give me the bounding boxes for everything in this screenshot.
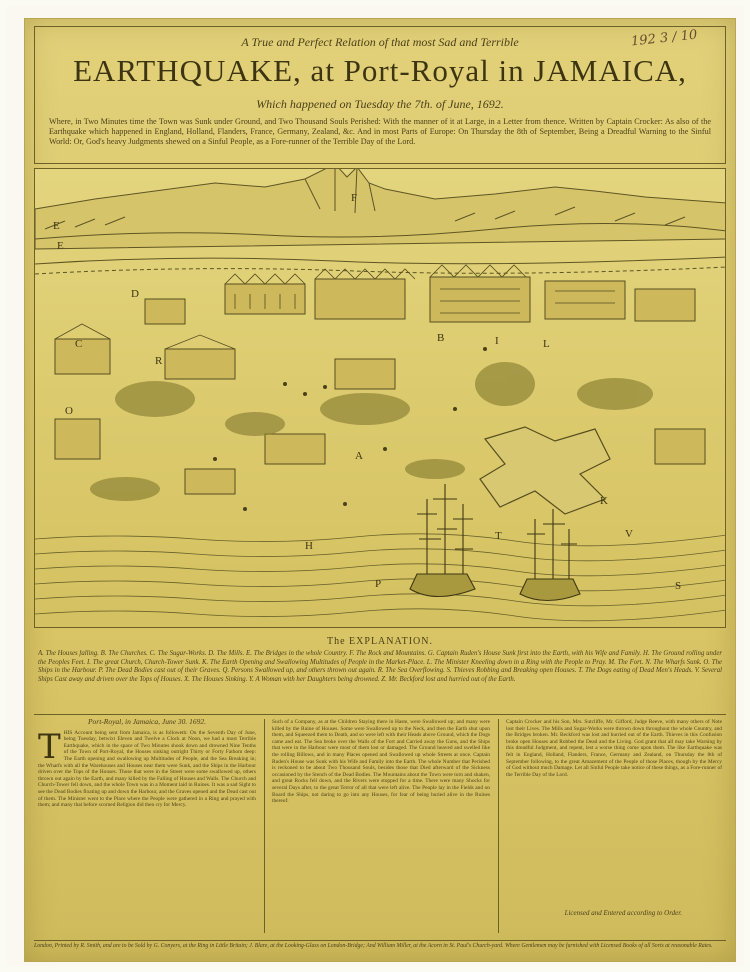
earthquake-scene: [35, 169, 726, 628]
mountain-range: [35, 169, 726, 249]
key-letter-s: S: [675, 580, 682, 592]
column-divider: [264, 719, 265, 933]
key-letter-o: O: [65, 405, 73, 417]
handwritten-note: 192 3 / 10: [629, 27, 698, 50]
key-letter-h: H: [305, 540, 313, 552]
letter-column-3: [506, 719, 722, 933]
column-2-text: Such of a Company, as at the Children Staying there in Haste, were Swallowed up; and many were killed by the Ruine of Houses. Some were Swallowed up to the Neck, and then the Earth shut upon them, and Squeezed them to Death, and so were left with their Heads above Ground, which the Dogs came and eat. The Sea broke over the Walls of the Fort and Carried away the Guns, and the Ships that were in the Harbour were most of them lost or damaged. The Ground heaved and swelled like the rolling Billows, and in many Places opened and Swallowed up whole Streets at once. Captain Ruden's House was Sunk with his Wife and Family into the Earth. The whole Number that Perished is reckoned to be about Two Thousand Souls, besides those that Died afterward of the Sickness occasioned by the Stench of the Dead Bodies. The Mountains about the Town were torn and shaken, and great Rocks fell down, and the Rivers were stopped for a time. There were many Shocks for several Days after, to the great Terror of all that were left alive. The People lay in the Fields and on Board the Ships, not daring to go into any Houses, for fear of being buried alive in the Ruines thereof.: [272, 719, 490, 805]
column-3-text: Captain Crocker and his Son, Mrs. Sutcliffe, Mr. Gifford, Judge Reeve, with many others of Note lost their Lives. The Mills and Sugar-Works were thrown down throughout the whole Country, and the Bridges broken. Mr. Beckford was lost and hurried out of the Earth. Thieves in this Confusion broke open Houses and Robbed the Dead and the Living. God grant that all may take Warning by this dreadful Judgment, and repent, lest a worse thing come upon them. The like Earthquake was felt in England, Holland, Flanders, France, Germany and Zealand, on Thursday the 8th of September following, to the great Amazement of the People of those Places, though by the Mercy of God without much Damage. Let all Sinful People take notice of these things, as a Fore-runner of the Terrible Day of the Lord.: [506, 719, 722, 778]
building-block: [635, 289, 695, 321]
key-letter-c: C: [75, 338, 83, 350]
building-block: [265, 434, 325, 464]
key-letter-i: I: [495, 335, 499, 347]
letter-column-1: [38, 719, 256, 933]
key-letter-e: E: [57, 240, 64, 252]
engraving-illustration: [34, 168, 726, 628]
key-letter-b: B: [437, 332, 445, 344]
header: [34, 26, 726, 164]
page-frame: [6, 6, 744, 966]
building-block: [545, 281, 625, 319]
imprint: London, Printed by R. Smith, and are to be Sold by G. Conyers, at the Ring in Little Britain; J. Blare, at the Looking-Glass on London-Bridge; And William Miller, at the Acorn in St. Paul's Church-yard. Where Gentlemen may be furnished with Licensed Books of all Sorts at reasonable Rates.: [34, 940, 726, 963]
column-divider: [498, 719, 499, 933]
key-letter-k: K: [600, 495, 608, 507]
building-block: [145, 299, 185, 324]
subtitle: Which happened on Tuesday the 7th. of June, 1692.: [256, 97, 504, 111]
building-block: [55, 419, 100, 459]
key-letter-l: L: [543, 338, 550, 350]
broadside-sheet: [24, 18, 736, 962]
key-letter-a: A: [355, 450, 363, 462]
title-description: Where, in Two Minutes time the Town was Sunk under Ground, and Two Thousand Souls Perished: With the manner of it at Large, in a Letter from thence. Written by Captain Crocker: As also of the Earthquake which happened in England, Holland, Flanders, France, Germany, Zealand, &c. And in most Parts of Europe: On Thursday the 8th of September, Being a Dreadful Warning to the Sinful World: Or, God's heavy Judgments shewed on a Sinful People, as a Fore-runner of the Terrible Day of the Lord.: [49, 117, 711, 146]
building-block: [335, 359, 395, 389]
key-letter-p: P: [375, 578, 382, 590]
key-letter-e: E: [53, 220, 60, 232]
main-title: EARTHQUAKE, at Port-Royal in JAMAICA,: [73, 53, 687, 88]
licensed-notice: Licensed and Entered according to Order.: [564, 909, 682, 917]
fort: [480, 427, 610, 514]
letter-body: [34, 714, 726, 937]
letter-column-2: [272, 719, 490, 933]
explanation-text: A. The Houses falling. B. The Churches. C. The Sugar-Works. D. The Mills. E. The Bridges in the whole Country. F. The Rock and Mountains. G. Captain Ruden's House Sunk first into the Earth, with his Wife and Family. H. The Ground rolling under the Peoples Feet. I. The great Church, Church-Tower Sunk. K. The Earth Opening and Swallowing Multitudes of People in the Market-Place. L. The Minister Kneeling down in a Ring with the People to Pray. M. The Fort. N. The Wharfs Sunk. O. The Ships in the Harbour. P. The Dead Bodies cast out of their Graves. Q. Persons Swallowed up, and others thrown out again. R. The Sea Overflowing. S. Thieves Robbing and Breaking open Houses. T. The Dogs eating of Dead Men's Heads. V. Several Ships Cast away and driven over the Tops of Houses. X. The Houses Sinking. Y. A Woman with her Daughters being drowned. Z. Mr. Beckford lost and hurried out of the Earth.: [38, 650, 722, 683]
building-block: [315, 279, 405, 319]
key-letter-f: F: [351, 192, 358, 204]
building-block: [185, 469, 235, 494]
pre-title: A True and Perfect Relation of that most Sad and Terrible: [241, 35, 519, 49]
column-1-text: HIS Account being sent from Jamaica, is as followeth: On the Seventh Day of June, being Tuesday, betwixt Eleven and Twelve a Clock at Noon, we had a most Terrible Earthquake, which in the space of Two Minutes shook down and drowned Nine Tenths of the Town of Port-Royal, the Houses sinking outright Thirty or Forty Fathom deep: The Earth opening and swallowing up Multitudes of People, and the Sea Breaking in; the Wharfs with all the Warehouses and Houses near them were Sunk, and the Ships in the Harbour driven over the Tops of the Houses. Those that were in the Street were some swallowed up, others thrown out again by the Earth, and many killed by the Falling of Houses and Walls. The Church and Church-Tower fell down, and the whole Town was in a Moment laid in Ruines. It was a sad Sight to see the Dead Bodies floating up and down the Harbour, and the Graves opened and the Dead cast out of them. The Minister went to the Place where the People were gathered in a Ring and prayed with them; and many that before scorned Religion did then cry for Mercy.: [38, 729, 256, 809]
building-block: [165, 349, 235, 379]
dateline: Port-Royal, in Jamaica, June 30. 1692.: [87, 719, 207, 726]
key-letter-r: R: [155, 355, 163, 367]
explanation-title: The EXPLANATION.: [327, 636, 433, 647]
key-letter-t: T: [495, 530, 502, 542]
drop-cap: T: [38, 726, 61, 767]
building-block: [655, 429, 705, 464]
key-letter-v: V: [625, 528, 633, 540]
building-block: [430, 277, 530, 322]
building-block: [55, 339, 110, 374]
key-letter-d: D: [131, 288, 139, 300]
